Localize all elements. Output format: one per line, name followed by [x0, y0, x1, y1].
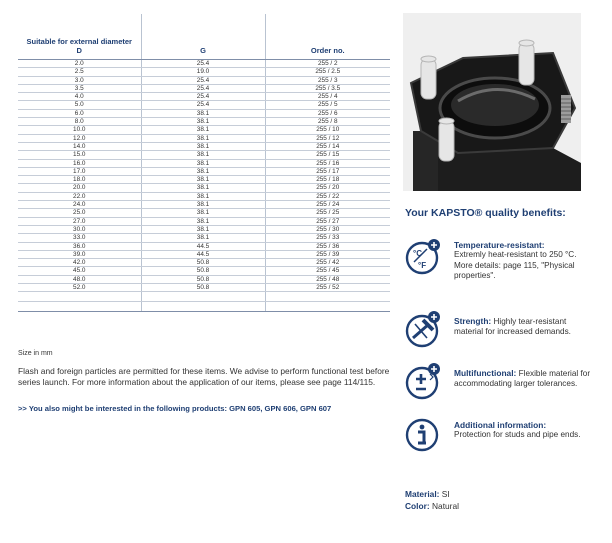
cell-diameter: 52.0	[18, 284, 141, 292]
strength-icon	[405, 310, 443, 348]
cell-g: 38.1	[141, 134, 265, 142]
cell-diameter: 17.0	[18, 167, 141, 175]
cell-diameter: 45.0	[18, 267, 141, 275]
cell-empty	[141, 292, 265, 302]
table-row	[18, 60, 390, 68]
cell-g: 50.8	[141, 284, 265, 292]
table-row	[18, 118, 390, 126]
cell-order-no: 255 / 10	[265, 126, 390, 134]
benefit-multifunctional	[454, 368, 594, 390]
cell-g: 38.1	[141, 176, 265, 184]
plus-minus-icon	[405, 362, 443, 400]
cell-g: 38.1	[141, 192, 265, 200]
spec-table	[18, 14, 390, 312]
cell-g: 44.5	[141, 242, 265, 250]
table-row	[18, 134, 390, 142]
cell-diameter: 27.0	[18, 217, 141, 225]
product-photo	[403, 13, 581, 191]
cell-g: 38.1	[141, 151, 265, 159]
table-row-empty	[18, 302, 390, 312]
cell-order-no: 255 / 4	[265, 93, 390, 101]
info-icon	[405, 414, 443, 452]
svg-text:°C: °C	[413, 249, 422, 258]
info-text: Flash and foreign particles are permitted for these items. We advise to perform functional test before series launch. For more information about the application of our items, please see page 114/115.	[18, 366, 390, 387]
cell-empty	[265, 292, 390, 302]
table-row	[18, 142, 390, 150]
cell-diameter: 48.0	[18, 275, 141, 283]
cell-empty	[18, 302, 141, 312]
cell-g: 38.1	[141, 126, 265, 134]
benefit-title-multifunctional: Multifunctional:	[454, 368, 517, 378]
cell-g: 38.1	[141, 184, 265, 192]
cell-diameter: 30.0	[18, 225, 141, 233]
cell-g: 25.4	[141, 76, 265, 84]
cell-order-no: 255 / 45	[265, 267, 390, 275]
cell-diameter: 14.0	[18, 142, 141, 150]
cell-g: 25.4	[141, 84, 265, 92]
table-row	[18, 275, 390, 283]
table-row	[18, 167, 390, 175]
cell-order-no: 255 / 36	[265, 242, 390, 250]
table-row	[18, 76, 390, 84]
related-products-link[interactable]: >> You also might be interested in the following products: GPN 605, GPN 606, GPN 607	[18, 404, 332, 413]
table-row	[18, 201, 390, 209]
table-row	[18, 209, 390, 217]
table-body	[18, 60, 390, 312]
cell-g: 38.1	[141, 209, 265, 217]
table-row	[18, 217, 390, 225]
cell-g: 38.1	[141, 234, 265, 242]
cell-order-no: 255 / 15	[265, 151, 390, 159]
cell-diameter: 33.0	[18, 234, 141, 242]
table-row-empty	[18, 292, 390, 302]
cell-diameter: 15.0	[18, 151, 141, 159]
cell-diameter: 8.0	[18, 118, 141, 126]
cell-diameter: 10.0	[18, 126, 141, 134]
header-diameter: Suitable for external diameter D	[18, 14, 141, 60]
table-row	[18, 159, 390, 167]
table-row	[18, 242, 390, 250]
thermometer-icon	[405, 238, 443, 276]
cell-g: 38.1	[141, 217, 265, 225]
benefit-title-strength: Strength:	[454, 316, 492, 326]
benefit-strength	[454, 316, 594, 338]
benefit-text-strength: Highly tear-resistant material for increased demands.	[454, 317, 571, 337]
cell-diameter: 5.0	[18, 101, 141, 109]
cell-g: 19.0	[141, 68, 265, 76]
cell-order-no: 255 / 24	[265, 201, 390, 209]
cell-g: 25.4	[141, 101, 265, 109]
cell-order-no: 255 / 30	[265, 225, 390, 233]
table-header-row	[18, 14, 390, 60]
cell-g: 38.1	[141, 118, 265, 126]
benefit-additional-info	[454, 420, 594, 441]
benefit-text-additional-info: Protection for studs and pipe ends.	[454, 430, 581, 440]
table-row	[18, 267, 390, 275]
table-row	[18, 101, 390, 109]
benefit-temperature	[454, 240, 594, 281]
benefit-title-additional-info: Additional information:	[454, 420, 547, 430]
benefit-text-temperature: Extremly heat-resistant to 250 °C. More details: page 115, "Physical properties".	[454, 250, 577, 280]
cell-diameter: 39.0	[18, 250, 141, 258]
material-info	[405, 488, 459, 512]
color-label: Color:	[405, 501, 430, 511]
table-row	[18, 68, 390, 76]
cell-diameter: 22.0	[18, 192, 141, 200]
cell-order-no: 255 / 20	[265, 184, 390, 192]
svg-text:°F: °F	[418, 261, 427, 270]
benefit-title-temperature: Temperature-resistant:	[454, 240, 545, 250]
table-row	[18, 184, 390, 192]
cell-diameter: 24.0	[18, 201, 141, 209]
cell-order-no: 255 / 16	[265, 159, 390, 167]
cell-g: 50.8	[141, 267, 265, 275]
cell-g: 38.1	[141, 225, 265, 233]
cell-order-no: 255 / 33	[265, 234, 390, 242]
cell-order-no: 255 / 17	[265, 167, 390, 175]
header-g: G	[141, 14, 265, 60]
cell-order-no: 255 / 22	[265, 192, 390, 200]
cell-order-no: 255 / 25	[265, 209, 390, 217]
cell-diameter: 16.0	[18, 159, 141, 167]
cell-diameter: 42.0	[18, 259, 141, 267]
cell-diameter: 18.0	[18, 176, 141, 184]
benefits-title: Your KAPSTO® quality benefits:	[405, 207, 566, 219]
cell-empty	[18, 292, 141, 302]
header-order-no: Order no.	[265, 14, 390, 60]
cell-empty	[265, 302, 390, 312]
color-value: Natural	[431, 501, 459, 511]
table-row	[18, 284, 390, 292]
table-row	[18, 93, 390, 101]
cell-diameter: 3.5	[18, 84, 141, 92]
cell-order-no: 255 / 3	[265, 76, 390, 84]
cell-diameter: 36.0	[18, 242, 141, 250]
table-row	[18, 250, 390, 258]
cell-diameter: 12.0	[18, 134, 141, 142]
table-row	[18, 225, 390, 233]
table-row	[18, 259, 390, 267]
cell-order-no: 255 / 14	[265, 142, 390, 150]
cell-order-no: 255 / 5	[265, 101, 390, 109]
cell-order-no: 255 / 42	[265, 259, 390, 267]
cell-order-no: 255 / 2	[265, 60, 390, 68]
cell-order-no: 255 / 48	[265, 275, 390, 283]
cell-g: 25.4	[141, 60, 265, 68]
cell-g: 50.8	[141, 275, 265, 283]
cell-order-no: 255 / 6	[265, 109, 390, 117]
benefit-text-multifunctional: Flexible material for accommodating larger tolerances.	[454, 369, 591, 389]
table-row	[18, 84, 390, 92]
cell-empty	[141, 302, 265, 312]
cell-order-no: 255 / 27	[265, 217, 390, 225]
cell-order-no: 255 / 3.5	[265, 84, 390, 92]
cell-g: 38.1	[141, 109, 265, 117]
table-row	[18, 126, 390, 134]
cell-g: 38.1	[141, 142, 265, 150]
cell-g: 38.1	[141, 159, 265, 167]
cell-diameter: 2.0	[18, 60, 141, 68]
cell-diameter: 4.0	[18, 93, 141, 101]
cell-order-no: 255 / 52	[265, 284, 390, 292]
cell-order-no: 255 / 12	[265, 134, 390, 142]
cell-order-no: 255 / 18	[265, 176, 390, 184]
cell-g: 38.1	[141, 167, 265, 175]
cell-order-no: 255 / 8	[265, 118, 390, 126]
cell-g: 25.4	[141, 93, 265, 101]
cell-order-no: 255 / 2.5	[265, 68, 390, 76]
table-row	[18, 176, 390, 184]
cell-diameter: 25.0	[18, 209, 141, 217]
cell-diameter: 6.0	[18, 109, 141, 117]
table-row	[18, 234, 390, 242]
cell-diameter: 3.0	[18, 76, 141, 84]
cell-order-no: 255 / 39	[265, 250, 390, 258]
table-row	[18, 192, 390, 200]
cell-diameter: 2.5	[18, 68, 141, 76]
material-label: Material:	[405, 489, 440, 499]
cell-g: 50.8	[141, 259, 265, 267]
size-note: Size in mm	[18, 350, 53, 357]
cell-diameter: 20.0	[18, 184, 141, 192]
material-value: SI	[441, 489, 450, 499]
table-row	[18, 151, 390, 159]
cell-g: 44.5	[141, 250, 265, 258]
table-row	[18, 109, 390, 117]
cell-g: 38.1	[141, 201, 265, 209]
